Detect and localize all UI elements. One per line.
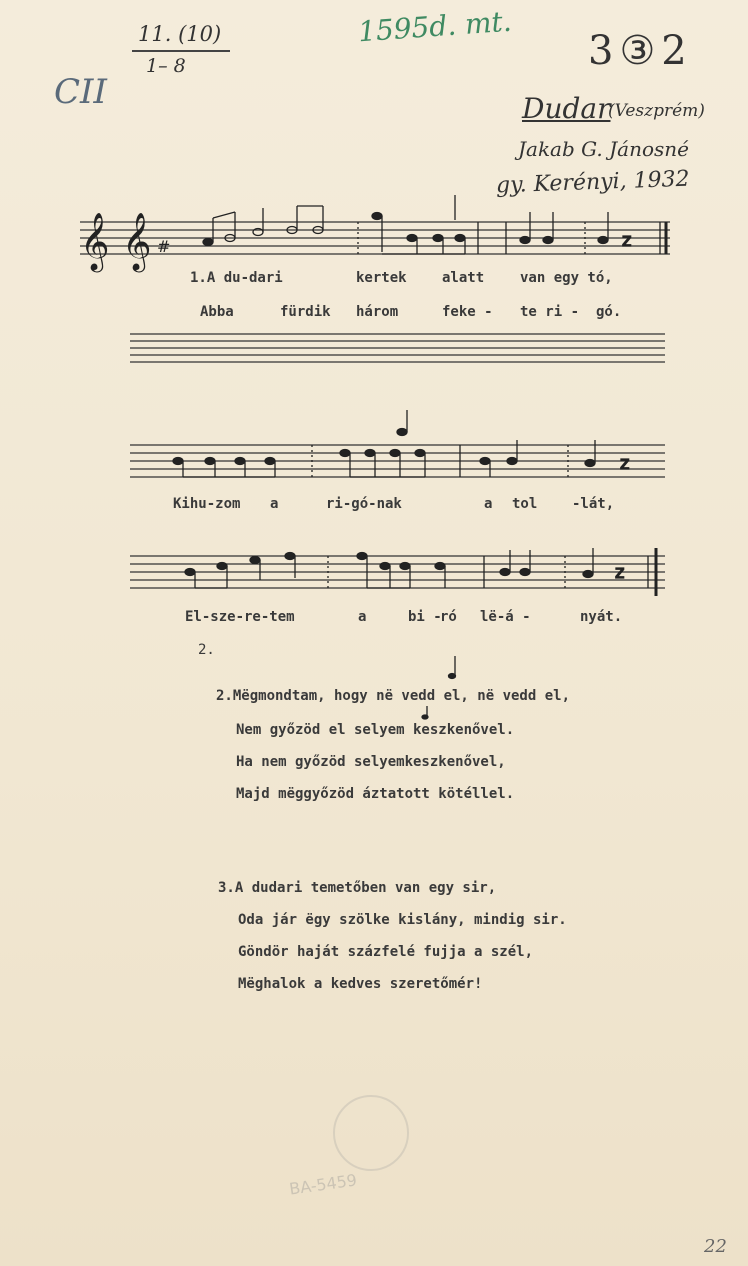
catalog-number-green: 1595d. mt. [357, 4, 513, 49]
lyric-1-a: 1.A du-dari [190, 270, 283, 286]
lyric-3-b: a [270, 496, 279, 512]
treble-clef-2: 𝄞 [122, 212, 152, 270]
lyric-3-c: ri-gó-nak [326, 496, 402, 512]
lyric-2-a: Abba [200, 304, 234, 320]
svg-text:z: z [620, 453, 630, 474]
lyric-4-f: nyát. [580, 609, 623, 625]
fraction-top: 11. (10) [138, 22, 222, 46]
page-number: 3③2 [588, 28, 693, 74]
lyric-2-b: fürdik [280, 304, 331, 320]
stanza-2-line-1: 2.Mëgmondtam, hogy në vedd el, në vedd el, [216, 688, 571, 704]
lyric-1-c: alatt [442, 270, 485, 286]
stanza-2-line-4: Majd mëggyőzöd áztatott kötéllel. [236, 786, 515, 802]
archive-stamp-text: BA-5459 [288, 1170, 359, 1199]
lyric-3-a: Kihu-zom [173, 496, 241, 512]
treble-clef-1: 𝄞 [80, 212, 110, 270]
class-mark: CII [54, 72, 107, 112]
lyric-2-c: három [356, 304, 399, 320]
lyric-4-d: ró [440, 609, 457, 625]
lyric-3-d: a [484, 496, 493, 512]
source-place: Dudar [522, 92, 611, 125]
sharp-sign: # [157, 237, 171, 256]
lyric-4-b: a [358, 609, 367, 625]
lyric-1-d: van egy tó, [520, 270, 613, 286]
bottom-right-number: 22 [704, 1236, 727, 1257]
source-collector: gy. Kerényi, 1932 [495, 166, 690, 199]
svg-text:z: z [615, 562, 625, 583]
lyric-4-a: El-sze-re-tem [185, 609, 295, 625]
lyric-2-e: te ri - [520, 304, 580, 320]
stanza-3-line-3: Göndör haját százfelé fujja a szél, [238, 944, 534, 960]
svg-text:z: z [622, 230, 632, 251]
stanza-3-line-2: Oda jár ëgy szölke kislány, mindig sir. [238, 912, 567, 928]
lyric-4-c: bi - [408, 609, 442, 625]
fraction-bottom: 1– 8 [146, 55, 186, 77]
lyric-1-b: kertek [356, 270, 407, 286]
stanza-2-line-2: Nem győzöd el selyem keszkenővel. [236, 722, 515, 738]
stanza-3-line-1: 3.A dudari temetőben van egy sir, [218, 880, 497, 896]
stanza-3-line-4: Mëghalok a kedves szeretőmér! [238, 976, 483, 992]
lyric-3-f: -lát, [572, 496, 615, 512]
archive-stamp [333, 1095, 409, 1171]
stanza-marker: 2. [198, 642, 215, 658]
source-singer: Jakab G. Jánosné [518, 137, 689, 161]
source-region: (Veszprém) [608, 101, 705, 121]
lyric-3-e: tol [512, 496, 538, 512]
stanza-2-line-3: Ha nem győzöd selyemkeszkenővel, [236, 754, 506, 770]
lyric-4-e: lë-á - [480, 609, 531, 625]
lyric-2-d: feke - [442, 304, 493, 320]
lyric-2-f: gó. [596, 304, 622, 320]
